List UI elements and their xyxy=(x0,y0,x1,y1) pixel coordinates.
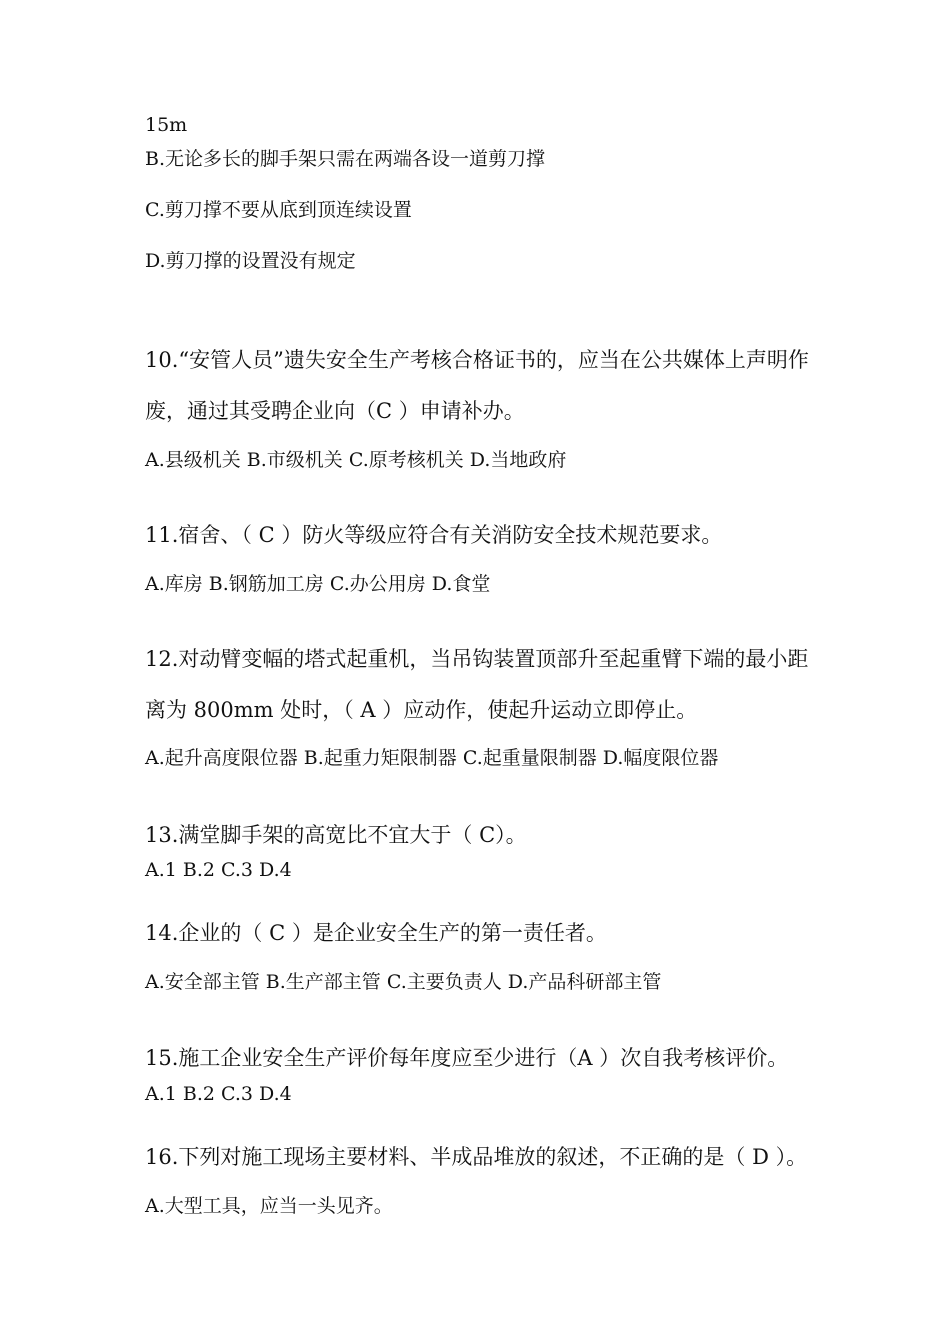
question-11: 11.宿舍、（ C ）防火等级应符合有关消防安全技术规范要求。 xyxy=(145,523,723,547)
options-14: A.安全部主管 B.生产部主管 C.主要负责人 D.产品科研部主管 xyxy=(145,971,662,993)
option-line: C.剪刀撑不要从底到顶连续设置 xyxy=(145,199,412,221)
options-15: A.1 B.2 C.3 D.4 xyxy=(145,1083,292,1105)
question-14: 14.企业的（ C ）是企业安全生产的第一责任者。 xyxy=(145,921,607,945)
question-12-cont: 离为 800mm 处时，（ A ）应动作，使起升运动立即停止。 xyxy=(145,698,698,722)
option-line: B.无论多长的脚手架只需在两端各设一道剪刀撑 xyxy=(145,148,546,170)
question-10: 10.“安管人员”遗失安全生产考核合格证书的，应当在公共媒体上声明作 xyxy=(145,348,809,372)
option-line: D.剪刀撑的设置没有规定 xyxy=(145,250,356,272)
options-16: A.大型工具，应当一头见齐。 xyxy=(145,1195,393,1217)
options-11: A.库房 B.钢筋加工房 C.办公用房 D.食堂 xyxy=(145,573,491,595)
text-line: 15m xyxy=(145,114,188,136)
question-15: 15.施工企业安全生产评价每年度应至少进行（A ）次自我考核评价。 xyxy=(145,1046,789,1070)
question-12: 12.对动臂变幅的塔式起重机，当吊钩装置顶部升至起重臂下端的最小距 xyxy=(145,647,809,671)
options-10: A.县级机关 B.市级机关 C.原考核机关 D.当地政府 xyxy=(145,449,567,471)
question-13: 13.满堂脚手架的高宽比不宜大于（ C）。 xyxy=(145,823,527,847)
question-16: 16.下列对施工现场主要材料、半成品堆放的叙述，不正确的是（ D ）。 xyxy=(145,1145,808,1169)
options-13: A.1 B.2 C.3 D.4 xyxy=(145,859,292,881)
question-10-cont: 废，通过其受聘企业向（C ）申请补办。 xyxy=(145,399,525,423)
options-12: A.起升高度限位器 B.起重力矩限制器 C.起重量限制器 D.幅度限位器 xyxy=(145,747,719,769)
